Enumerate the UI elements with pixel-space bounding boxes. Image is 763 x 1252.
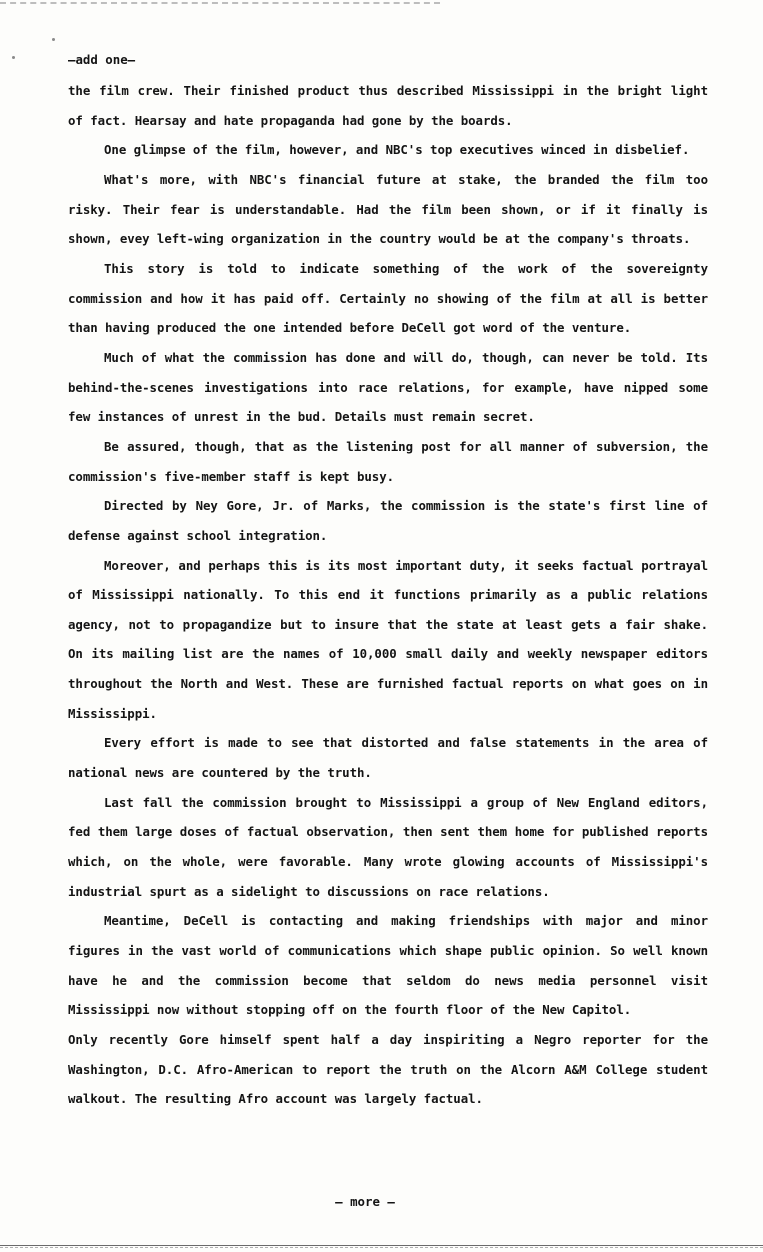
top-perforation (0, 2, 440, 4)
paragraph: This story is told to indicate something of the work of the sovereignty commission and how it has paid off. Certainly no showing of the film at all is better than having produced the one intended before DeCell got word of the venture. (68, 260, 708, 336)
continuation-header: —add one— (68, 52, 136, 67)
more-footer: — more — (335, 1194, 395, 1209)
paragraph: One glimpse of the film, however, and NBC's top executives winced in disbelief. (104, 142, 690, 158)
paragraph: Last fall the commission brought to Mississippi a group of New England editors, fed them large doses of factual observation, then sent them home for published reports which, on the whole, were favorable. Many wrote glowing accounts of Mississippi's industrial spurt as a sidelight to discussions on race relations. (68, 794, 708, 899)
stray-mark (12, 56, 15, 59)
body-text (68, 76, 708, 1114)
paragraph: Every effort is made to see that distorted and false statements in the area of national news are countered by the truth. (68, 735, 708, 781)
stray-mark (52, 38, 55, 41)
paragraph: Be assured, though, that as the listening post for all manner of subversion, the commission's five-member staff is kept busy. (68, 438, 708, 484)
paragraph: the film crew. Their finished product thus described Mississippi in the bright light of fact. Hearsay and hate propaganda had gone by the boards. (68, 83, 708, 128)
bottom-rule (0, 1245, 763, 1246)
bottom-perforation (0, 1247, 763, 1248)
paragraph: Directed by Ney Gore, Jr. of Marks, the commission is the state's first line of defense against school integration. (68, 498, 708, 543)
paragraph: Meantime, DeCell is contacting and making friendships with major and minor figures in the vast world of communications which shape public opinion. So well known have he and the commission become that seldom do news media personnel visit Mississippi now without stopping off on the fourth floor of the New Capitol. (68, 913, 708, 1018)
paragraph: Only recently Gore himself spent half a day inspiriting a Negro reporter for the Washington, D.C. Afro-American to report the truth on the Alcorn A&M College student walkout. The resulting Afro account was largely factual. (68, 1032, 708, 1107)
paragraph: Moreover, and perhaps this is its most important duty, it seeks factual portrayal of Mississippi nationally. To this end it functions primarily as a public relations agency, not to propagandize but to insure that the state at least gets a fair shake. On its mailing list are the names of 10,000 small daily and weekly newspaper editors throughout the North and West. These are furnished factual reports on what goes on in Mississippi. (68, 557, 708, 721)
paragraph: Much of what the commission has done and will do, though, can never be told. Its behind-the-scenes investigations into race relations, for example, have nipped some few instances of unrest in the bud. Details must remain secret. (68, 349, 708, 425)
paragraph: What's more, with NBC's financial future at stake, the branded the film too risky. Their fear is understandable. Had the film been shown, or if it finally is shown, evey left-wing organization in the country would be at the company's throats. (68, 171, 708, 247)
